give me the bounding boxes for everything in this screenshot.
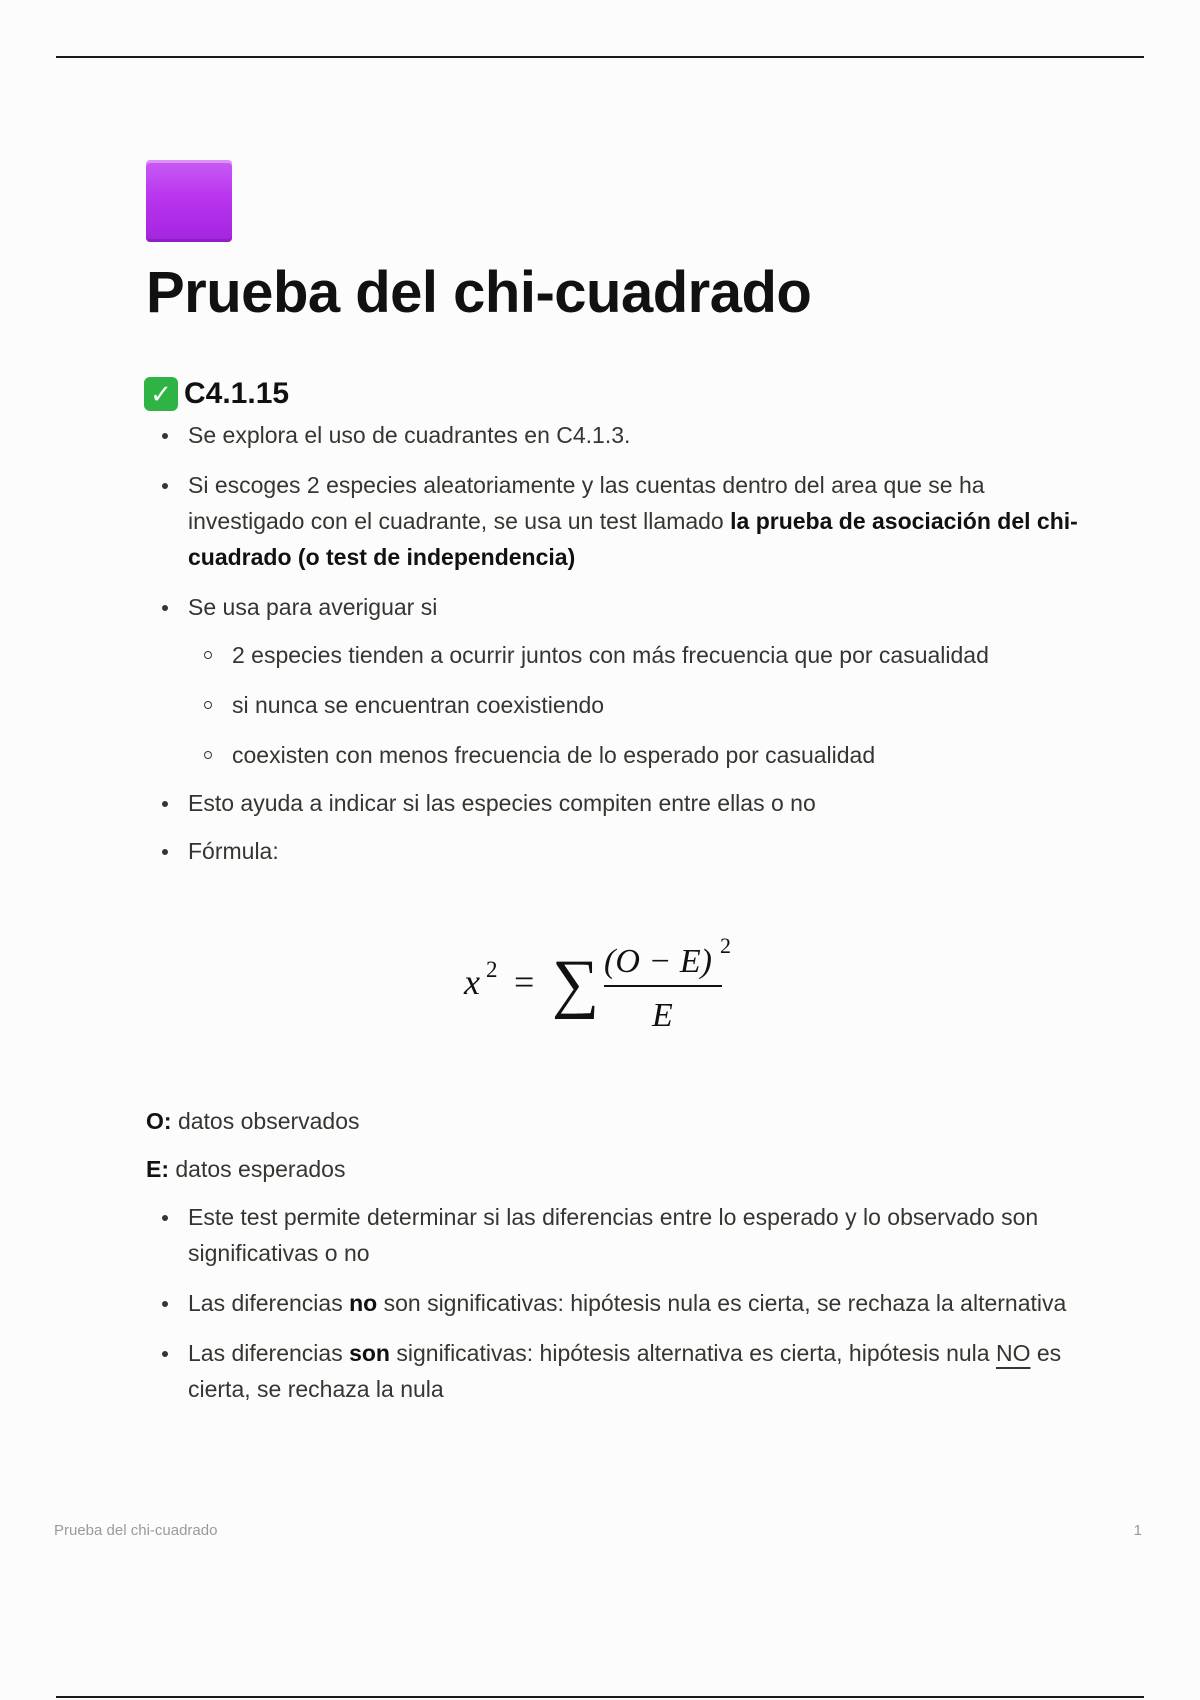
page-title: Prueba del chi-cuadrado	[146, 260, 812, 325]
formula-numerator-exponent: 2	[720, 932, 731, 958]
section-heading-text: C4.1.15	[184, 376, 290, 410]
formula-numerator: (O − E)	[604, 942, 712, 980]
sub-list-item: 2 especies tienden a ocurrir juntos con más frecuencia que por casualidad	[188, 637, 1096, 673]
footer-page-number: 1	[1133, 1522, 1142, 1539]
conclusions-list	[146, 1199, 1096, 1407]
formula-equals: =	[514, 961, 535, 1002]
formula-lhs-exponent: 2	[486, 956, 498, 982]
sub-list-item: si nunca se encuentran coexistiendo	[188, 687, 1096, 723]
sub-list-item: coexisten con menos frecuencia de lo esperado por casualidad	[188, 737, 1096, 773]
formula-sum: ∑	[552, 946, 600, 1020]
purple-square-icon	[146, 160, 232, 242]
section-heading	[144, 377, 1096, 411]
fraction-bar	[604, 985, 722, 987]
list-item: Las diferencias son significativas: hipótesis alternativa es cierta, hipótesis nula NO es cierta, se rechaza la nula	[146, 1335, 1096, 1407]
formula-denominator: E	[652, 996, 673, 1034]
top-rule	[56, 56, 1144, 58]
section-list-continued	[146, 785, 1096, 869]
definition-expected: E: datos esperados	[146, 1155, 346, 1182]
list-item: Se explora el uso de cuadrantes en C4.1.3.	[146, 417, 1096, 453]
definition-observed: O: datos observados	[146, 1107, 360, 1134]
list-item: Fórmula:	[146, 833, 1096, 869]
list-item: Esto ayuda a indicar si las especies compiten entre ellas o no	[146, 785, 1096, 821]
list-item: Si escoges 2 especies aleatoriamente y las cuentas dentro del area que se ha investigado con el cuadrante, se usa un test llamado la prueba de asociación del chi-cuadrado (o test de independencia)	[146, 467, 1096, 575]
footer-title: Prueba del chi-cuadrado	[54, 1522, 218, 1539]
list-item: Se usa para averiguar si	[146, 589, 1096, 625]
bottom-rule	[56, 1696, 1144, 1698]
check-mark-icon: ✓	[144, 377, 178, 411]
list-item: Este test permite determinar si las diferencias entre lo esperado y lo observado son significativas o no	[146, 1199, 1096, 1271]
sub-list	[188, 637, 1096, 773]
page-content	[146, 160, 1096, 1407]
formula-lhs: x	[464, 961, 480, 1002]
section-list	[146, 417, 1096, 625]
formula-graphic	[456, 919, 776, 1039]
list-item: Las diferencias no son significativas: hipótesis nula es cierta, se rechaza la alternativa	[146, 1285, 1096, 1321]
chi-square-formula	[146, 919, 1096, 1039]
